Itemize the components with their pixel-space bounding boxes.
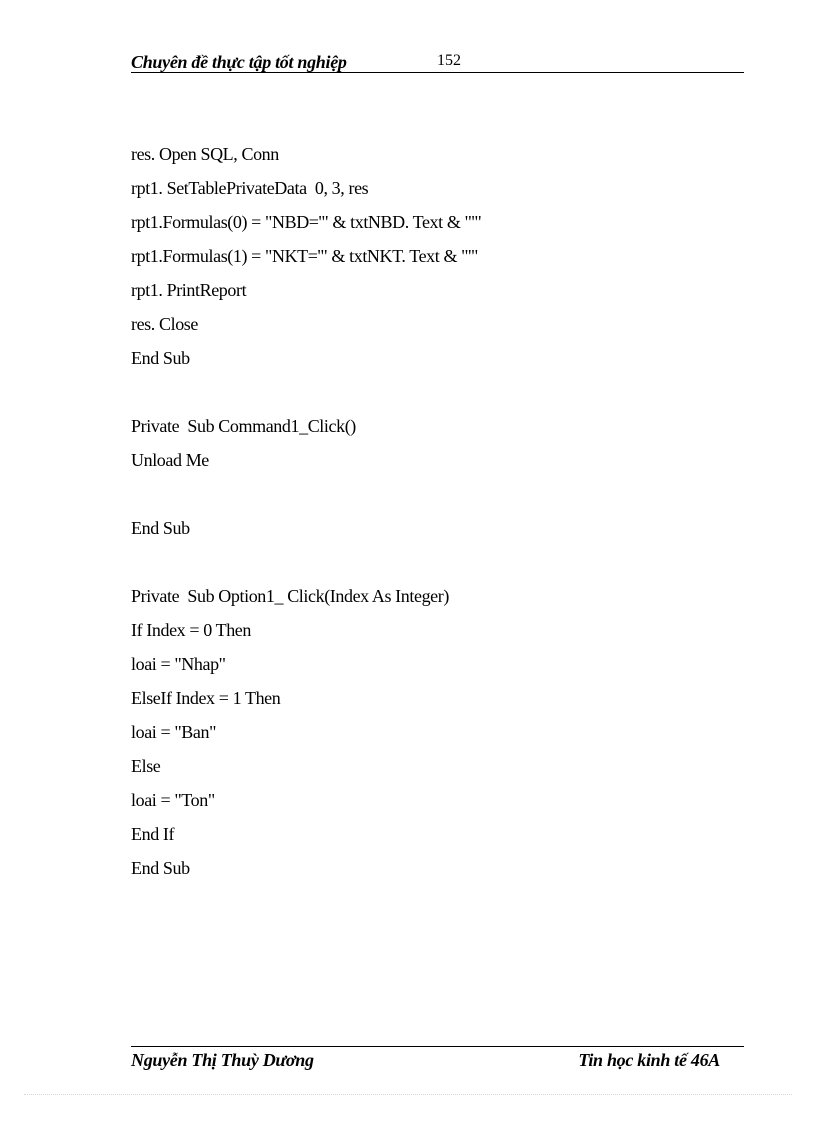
code-line: Unload Me	[131, 450, 209, 470]
code-line: res. Open SQL, Conn	[131, 144, 279, 164]
footer-class: Tin học kinh tế 46A	[578, 1050, 720, 1070]
code-line: rpt1. SetTablePrivateData 0, 3, res	[131, 178, 369, 198]
footer-author: Nguyễn Thị Thuỳ Dương	[131, 1050, 314, 1070]
code-line: loai = "Nhap"	[131, 654, 226, 674]
code-line: rpt1.Formulas(1) = "NKT='" & txtNKT. Text & "'"	[131, 246, 478, 266]
code-line	[131, 378, 691, 412]
code-line: Else	[131, 756, 161, 776]
code-line: Private Sub Command1_Click()	[131, 416, 356, 436]
page-header	[131, 50, 744, 73]
code-line: End Sub	[131, 858, 190, 878]
code-listing	[131, 140, 691, 888]
code-line: End If	[131, 824, 175, 844]
page-number: 152	[437, 52, 461, 69]
code-line: res. Close	[131, 314, 198, 334]
page-bottom-edge	[24, 1094, 792, 1095]
code-line: Private Sub Option1_ Click(Index As Integer)	[131, 586, 449, 606]
code-line	[131, 480, 691, 514]
page-footer	[131, 1046, 744, 1077]
code-line: rpt1.Formulas(0) = "NBD='" & txtNBD. Text & "'"	[131, 212, 482, 232]
code-line: End Sub	[131, 348, 190, 368]
code-line: loai = "Ban"	[131, 722, 217, 742]
code-line: End Sub	[131, 518, 190, 538]
code-line: loai = "Ton"	[131, 790, 215, 810]
header-title: Chuyên đề thực tập tốt nghiệp	[131, 52, 347, 72]
code-line: If Index = 0 Then	[131, 620, 251, 640]
code-line: rpt1. PrintReport	[131, 280, 247, 300]
code-line	[131, 548, 691, 582]
code-line: ElseIf Index = 1 Then	[131, 688, 281, 708]
